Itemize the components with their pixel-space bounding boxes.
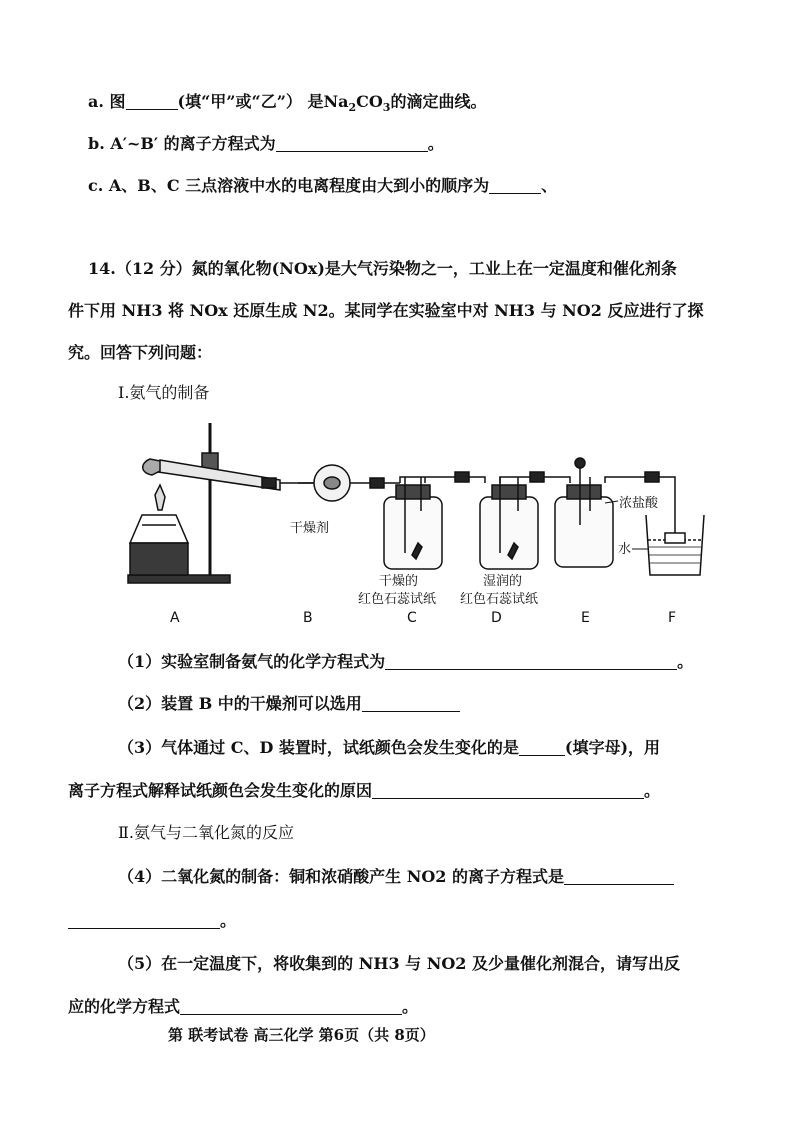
- q13-a-end: 的滴定曲线。: [390, 92, 487, 111]
- answer-blank[interactable]: [276, 135, 428, 152]
- apparatus-diagram: [100, 415, 720, 635]
- answer-blank[interactable]: [564, 868, 674, 885]
- q14-4-line1: [118, 866, 674, 888]
- subscript: 2: [348, 101, 357, 115]
- label-desiccant: 干燥剂: [290, 521, 330, 536]
- answer-blank[interactable]: [372, 782, 644, 799]
- answer-blank[interactable]: [126, 93, 178, 110]
- q14-3-line1: [118, 737, 660, 759]
- formula-part: CO: [356, 92, 383, 111]
- q14-intro-line3: 究。回答下列问题：: [68, 343, 213, 362]
- apparatus-b-drying-tube: [298, 465, 362, 501]
- q14-2-text: （2）装置 B 中的干燥剂可以选用: [118, 694, 362, 713]
- q14-3-text-2: 离子方程式解释试纸颜色会发生变化的原因: [68, 781, 373, 800]
- letter-c: C: [407, 610, 417, 626]
- q13-c-line: [88, 175, 557, 197]
- q14-3-text-b: (填字母)，用: [564, 738, 661, 757]
- label-c-line2: 红色石蕊试纸: [358, 592, 437, 607]
- letter-e: E: [581, 610, 590, 626]
- q14-3-line2: [68, 780, 660, 802]
- q14-1-end: 。: [677, 652, 694, 671]
- letter-a: A: [170, 610, 180, 626]
- q13-a-line: [88, 91, 486, 119]
- q14-intro-line1: 14.（12 分）氮的氧化物(NOx)是大气污染物之一，工业上在一定温度和催化剂条: [88, 259, 677, 278]
- q14-5-line1: （5）在一定温度下，将收集到的 NH3 与 NO2 及少量催化剂混合，请写出反: [118, 954, 680, 973]
- page-footer: 第 联考试卷 高三化学 第6页（共 8页）: [168, 1026, 435, 1044]
- q14-1-text: （1）实验室制备氨气的化学方程式为: [118, 652, 386, 671]
- answer-blank[interactable]: [362, 695, 460, 712]
- q14-4-end: 。: [220, 911, 237, 930]
- part2-title: Ⅱ.氨气与二氧化氮的反应: [118, 823, 294, 842]
- answer-blank[interactable]: [519, 739, 565, 756]
- q14-intro-line2: 件下用 NH3 将 NOx 还原生成 N2。某同学在实验室中对 NH3 与 NO2 反应进行了探: [68, 301, 704, 320]
- q13-c-text: c. A、B、C 三点溶液中水的电离程度由大到小的顺序为: [88, 176, 490, 195]
- label-d-line2: 红色石蕊试纸: [460, 592, 539, 607]
- q14-5-end: 。: [402, 997, 419, 1016]
- letter-b: B: [303, 610, 313, 626]
- answer-blank[interactable]: [68, 912, 220, 929]
- apparatus-e-bottle: [555, 458, 618, 567]
- part1-title: Ⅰ.氨气的制备: [118, 383, 210, 402]
- q14-5-line2: [68, 996, 418, 1018]
- q14-1-line: [118, 651, 693, 673]
- q14-4-line2: [68, 910, 236, 932]
- answer-blank[interactable]: [489, 177, 541, 194]
- label-water: 水: [618, 542, 632, 557]
- apparatus-a: [128, 423, 280, 583]
- q13-b-text: b. A′~B′ 的离子方程式为: [88, 134, 276, 153]
- apparatus-c-bottle: [384, 477, 442, 569]
- subscript: 3: [382, 101, 391, 115]
- q13-b-line: [88, 133, 444, 155]
- answer-blank[interactable]: [385, 653, 677, 670]
- q13-a-suffix: (填“甲”或“乙”） 是Na: [177, 92, 349, 111]
- q13-c-end: 、: [541, 176, 558, 195]
- label-c-line1: 干燥的: [379, 574, 419, 589]
- letter-f: F: [668, 610, 677, 626]
- label-d-line1: 湿润的: [483, 574, 523, 589]
- apparatus-d-bottle: [480, 477, 538, 569]
- q14-5-text: 应的化学方程式: [68, 997, 181, 1016]
- answer-blank[interactable]: [180, 998, 402, 1015]
- q14-2-line: [118, 693, 460, 715]
- q13-a-prefix: a. 图: [88, 92, 126, 111]
- letter-d: D: [491, 610, 502, 626]
- label-hcl: 浓盐酸: [619, 496, 659, 511]
- q14-3-end: 。: [644, 781, 661, 800]
- q14-4-text: （4）二氧化氮的制备：铜和浓硝酸产生 NO2 的离子方程式是: [118, 867, 564, 886]
- q14-3-text: （3）气体通过 C、D 装置时，试纸颜色会发生变化的是: [118, 738, 519, 757]
- q13-b-end: 。: [427, 134, 444, 153]
